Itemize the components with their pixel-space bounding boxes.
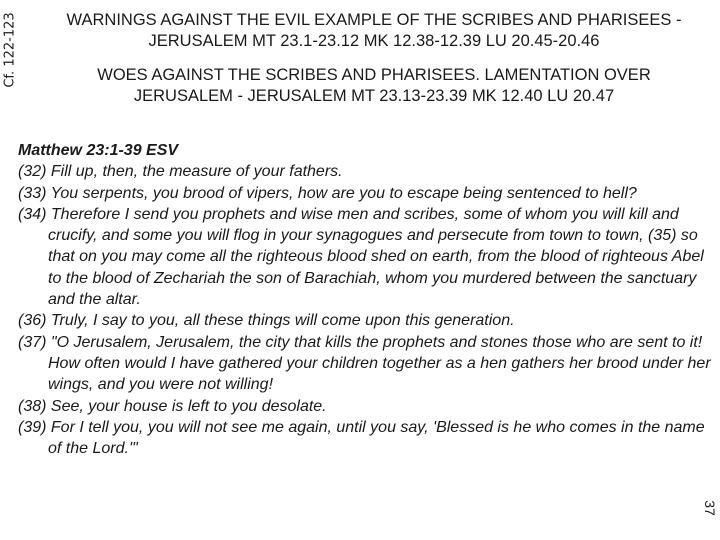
verse-33: (33) You serpents, you brood of vipers, how are you to escape being sentenced to hell?	[18, 184, 637, 202]
heading-line: WARNINGS AGAINST THE EVIL EXAMPLE OF THE SCRIBES AND PHARISEES -	[66, 11, 682, 29]
section-heading-warnings	[34, 10, 714, 52]
heading-line: WOES AGAINST THE SCRIBES AND PHARISEES. LAMENTATION OVER	[97, 66, 651, 84]
verse-32: (32) Fill up, then, the measure of your fathers.	[18, 163, 343, 181]
side-cross-reference-text: Cf. 122-123	[2, 12, 18, 88]
verse-38: (38) See, your house is left to you desolate.	[18, 397, 327, 415]
passage-title: Matthew 23:1-39 ESV	[18, 142, 179, 159]
heading-line: JERUSALEM - JERUSALEM MT 23.13-23.39 MK 12.40 LU 20.47	[133, 87, 615, 105]
verse-37: (37) "O Jerusalem, Jerusalem, the city that kills the prophets and stones those who are sent to it! How often would I have gathered your children together as a hen gathers her brood under her wings, and you were not willing!	[18, 333, 711, 394]
section-heading-woes	[34, 65, 714, 107]
page-number-text: 37	[702, 500, 718, 516]
verse-34-35: (34) Therefore I send you prophets and wise men and scribes, some of whom you will kill and crucify, and some you will flog in your synagogues and persecute from town to town, (35) so that on you may come all the righteous blood shed on earth, from the blood of righteous Abel to the blood of Zechariah the son of Barachiah, whom you murdered between the sanctuary and the altar.	[18, 205, 704, 309]
side-cross-reference	[0, 0, 20, 100]
verse-39: (39) For I tell you, you will not see me again, until you say, 'Blessed is he who comes in the name of the Lord.'"	[18, 418, 705, 458]
page-number	[700, 488, 720, 528]
verse-36: (36) Truly, I say to you, all these things will come upon this generation.	[18, 312, 515, 330]
scripture-passage	[18, 140, 718, 459]
heading-line: JERUSALEM MT 23.1-23.12 MK 12.38-12.39 LU 20.45-20.46	[148, 32, 600, 50]
